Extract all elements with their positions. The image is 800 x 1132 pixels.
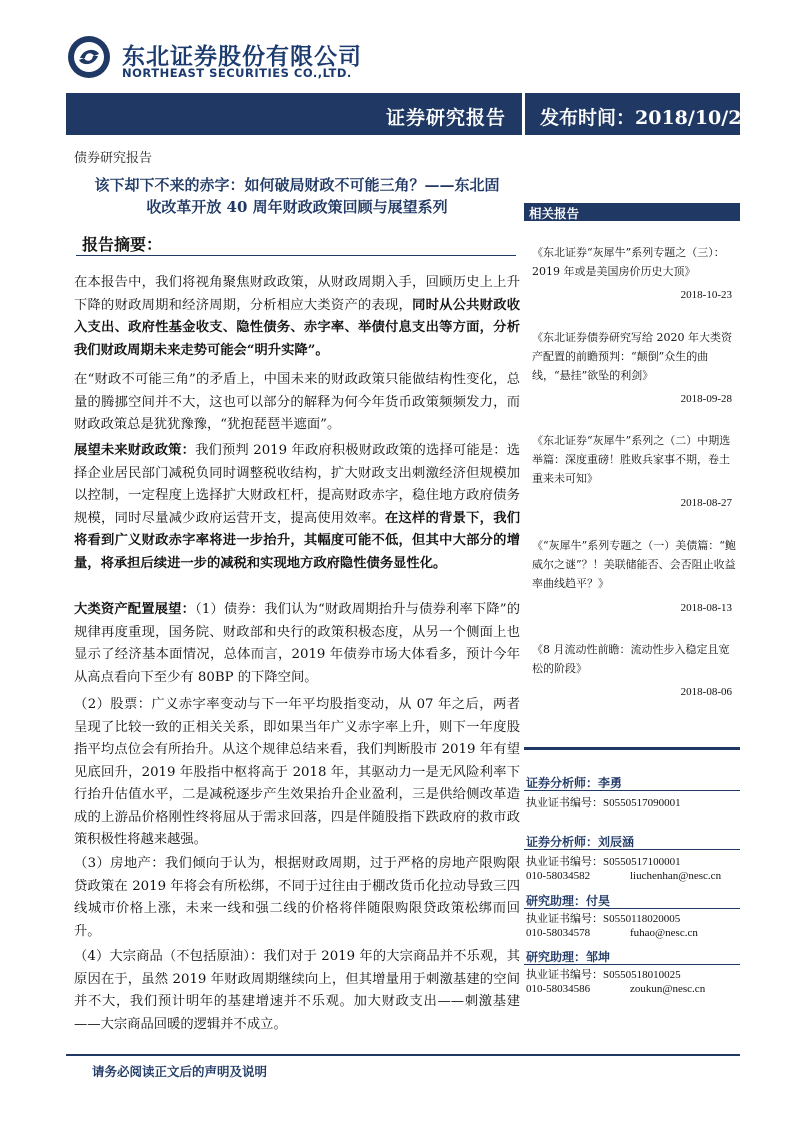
related-report-title[interactable]: 《8 月流动性前瞻：流动性步入稳定且宽松的阶段》 [532, 643, 730, 675]
analyst-phone: 010-58034578 [526, 927, 591, 939]
related-report-date: 2018-08-13 [680, 602, 732, 614]
fiscal-outlook-text: 我们预判 2019 年政府积极财政政策的选择可能是：选择企业居民部门减税负同时调整税收结构，扩大财政支出刺激经济但规模加以控制，一定程度上选择扩大财政杠杆，提高财政赤字，稳住地方政府债务规模，同时尽量减少政府运营开支，提高使用效率。 [74, 443, 521, 526]
analyst-underline [524, 908, 740, 909]
paragraph-stocks: （2）股票：广义赤字率变动与下一年平均股指变动，从 07 年之后，两者呈现了比较一致的正相关关系，即如果当年广义赤字率上升，则下一年度股指平均点位会有所抬升。从这个规律总结来看，我们判断股市 2019 年有望见底回升，2019 年股指中枢将高于 2018 年，其驱动力一是无风险利率下行抬升估值水平，二是减税逐步产生效果抬升企业盈利，三是供给侧改革造成的上游品价格刚性终将屈从于需求回落，四是伴随股指下跌政府的救市政策积极性将越来越强。 [74, 697, 520, 847]
summary-heading: 报告摘要： [82, 235, 163, 254]
related-report-date: 2018-10-23 [680, 289, 732, 301]
intro-bold-text: 同时从公共财政收入支出、政府性基金收支、隐性债务、赤字率、举债付息支出等方面，分析我们财政周期未来走势可能会“明升实降”。 [74, 297, 521, 358]
summary-divider [76, 255, 516, 256]
analyst-underline [524, 964, 740, 965]
fiscal-outlook-lead: 展望未来财政政策： [74, 443, 196, 458]
report-title-line-2: 收改革开放 40 周年财政政策回顾与展望系列 [146, 198, 448, 216]
bonds-text: （1）债券：我们认为“财政周期抬升与债券利率下降”的规律再度重现，国务院、财政部和央行的政策积极态度，从另一个侧面上也显示了经济基本面情况，总体而言，2019 年债券市场大体看多，预计今年从高点看向下至少有 80BP 的下降空间。 [74, 602, 521, 685]
related-report-date: 2018-08-27 [680, 497, 732, 509]
analyst-name: 证券分析师：刘辰涵 [526, 835, 635, 849]
related-report-title[interactable]: 《东北证券“灰犀牛”系列之（二）中期选举篇：深度重磅！胜败兵家事不期，卷土重来未可知》 [532, 434, 731, 485]
related-report-date: 2018-09-28 [680, 393, 732, 405]
footer-disclaimer-link[interactable]: 请务必阅读正文后的声明及说明 [92, 1064, 268, 1079]
analyst-email[interactable]: zoukun@nesc.cn [630, 983, 706, 995]
analyst-section-divider [524, 747, 740, 750]
analyst-underline [524, 849, 740, 850]
related-report-title[interactable]: 《“灰犀牛”系列专题之（一）美债篇：“鲍威尔之谜”？！美联储能否、会否阻止收益率曲线趋平？》 [532, 539, 736, 590]
intro-text: 在本报告中，我们将视角聚焦财政政策，从财政周期入手，回顾历史上上升下降的财政周期和经济周期，分析相应大类资产的表现， [74, 275, 520, 313]
footer-divider [66, 1054, 740, 1056]
analyst-cert: 执业证书编号：S0550518010025 [526, 969, 681, 981]
related-report-title[interactable]: 《东北证券“灰犀牛”系列专题之（三）：2019 年或是美国房价历史大顶》 [532, 246, 725, 278]
analyst-name: 研究助理：邹坤 [526, 950, 611, 964]
analyst-cert: 执业证书编号：S0550118020005 [526, 913, 681, 925]
banner-separator [522, 93, 525, 135]
analyst-cert: 执业证书编号：S0550517100001 [526, 856, 681, 868]
analyst-name: 证券分析师：李勇 [526, 776, 623, 790]
paragraph-asset-allocation-bonds [74, 599, 520, 689]
company-logo-icon [66, 34, 112, 80]
report-title-line-1: 该下却下不来的赤字：如何破局财政不可能三角？——东北固 [94, 176, 500, 194]
analyst-email[interactable]: fuhao@nesc.cn [630, 927, 698, 939]
related-report-date: 2018-08-06 [680, 686, 732, 698]
company-name-en: NORTHEAST SECURITIES CO.,LTD. [122, 66, 352, 80]
report-type-label: 证券研究报告 [386, 107, 507, 129]
related-report-title[interactable]: 《东北证券债券研究写给 2020 年大类资产配置的前瞻预判：“颠倒”众生的曲线，“悬挂”欲坠的利剑》 [532, 331, 732, 382]
asset-allocation-lead: 大类资产配置展望： [74, 602, 196, 617]
analyst-phone: 010-58034586 [526, 983, 591, 995]
paragraph-impossible-triangle: 在“财政不可能三角”的矛盾上，中国未来的财政政策只能做结构性变化，总量的腾挪空间并不大，这也可以部分的解释为何今年货币政策频频发力，而财政政策总是犹犹豫豫，“犹抱琵琶半遮面”。 [74, 372, 520, 432]
report-category: 债券研究报告 [74, 151, 153, 166]
company-name-cn: 东北证券股份有限公司 [122, 44, 362, 70]
analyst-underline [524, 790, 740, 791]
publish-date: 发布时间：2018/10/23 [540, 107, 755, 129]
analyst-email[interactable]: liuchenhan@nesc.cn [630, 870, 722, 882]
analyst-cert: 执业证书编号：S0550517090001 [526, 797, 681, 809]
analyst-phone: 010-58034582 [526, 870, 591, 882]
paragraph-real-estate: （3）房地产：我们倾向于认为，根据财政周期，过于严格的房地产限购限贷政策在 2019 年将会有所松绑，不同于过往由于棚改货币化拉动导致三四线城市价格上涨，未来一线和强二线的价格将伴随限购限贷政策松绑而回升。 [74, 856, 520, 939]
analyst-name: 研究助理：付昊 [526, 894, 611, 908]
paragraph-intro [74, 272, 520, 362]
paragraph-fiscal-outlook [74, 440, 520, 575]
related-reports-label: 相关报告 [529, 206, 580, 221]
paragraph-commodities: （4）大宗商品（不包括原油）：我们对于 2019 年的大宗商品并不乐观，其原因在于，虽然 2019 年财政周期继续向上，但其增量用于刺激基建的空间并不大，我们预计明年的基建增速并不乐观。加大财政支出——刺激基建——大宗商品回暖的逻辑并不成立。 [74, 949, 520, 1032]
fiscal-outlook-bold: 在这样的背景下，我们将看到广义财政赤字率将进一步抬升，其幅度可能不低，但其中大部分的增量，将承担后续进一步的减税和实现地方政府隐性债务显性化。 [74, 510, 521, 571]
